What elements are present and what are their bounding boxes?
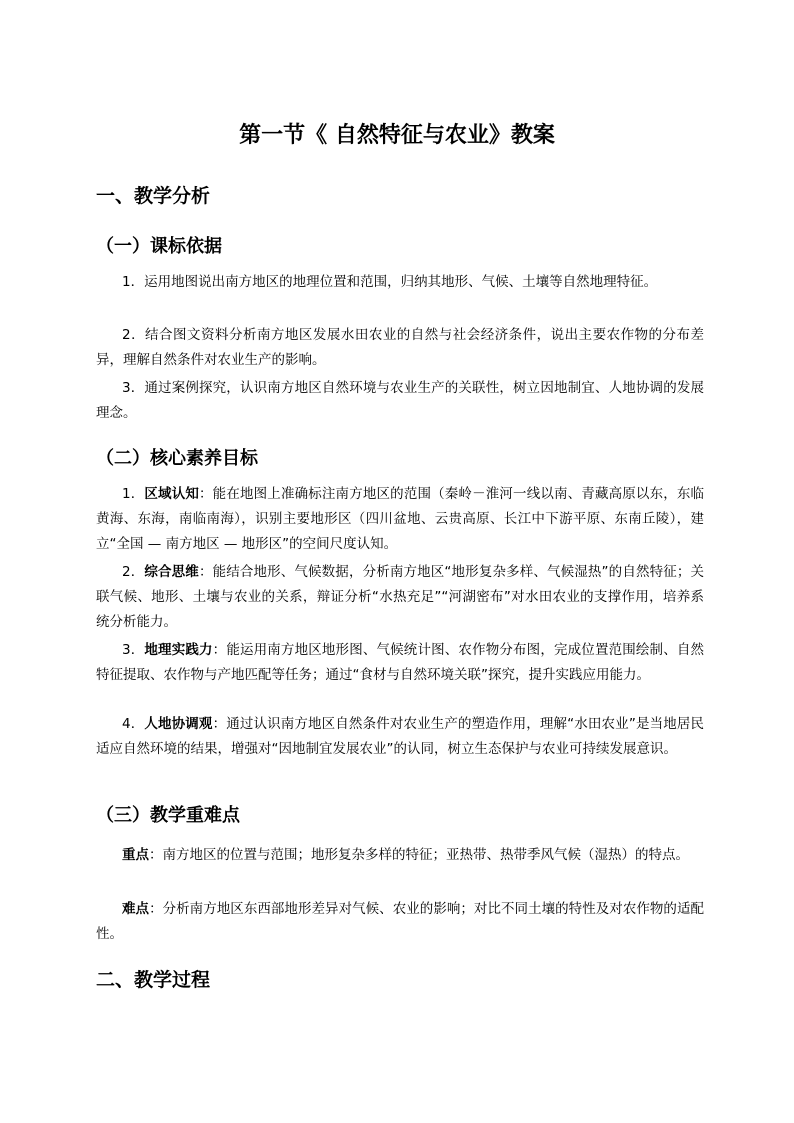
literacy-item-1 [96, 482, 704, 557]
literacy-item-text: ：能在地图上准确标注南方地区的范围（秦岭－淮河一线以南、青藏高原以东，东临黄海、东海，南临南海），识别主要地形区（四川盆地、云贵高原、长江中下游平原、东南丘陵），建立“全国 — 南方地区 — 地形区”的空间尺度认知。 [96, 486, 705, 552]
curriculum-item-2: 2．结合图文资料分析南方地区发展水田农业的自然与社会经济条件，说出主要农作物的分布差异，理解自然条件对农业生产的影响。 [96, 327, 704, 368]
literacy-item-number: 1． [122, 486, 145, 502]
curriculum-item-3: 3．通过案例探究，认识南方地区自然环境与农业生产的关联性，树立因地制宜、人地协调的发展理念。 [96, 380, 704, 421]
literacy-item-label: 人地协调观 [144, 716, 213, 732]
literacy-item-text: ：通过认识南方地区自然条件对农业生产的塑造作用，理解“水田农业”是当地居民适应自然环境的结果，增强对“因地制宜发展农业”的认同，树立生态保护与农业可持续发展意识。 [96, 716, 704, 757]
literacy-item-label: 地理实践力 [144, 642, 213, 658]
literacy-item-4 [96, 712, 704, 762]
literacy-item-number: 2． [122, 564, 145, 580]
section-heading-process: 二、教学过程 [96, 969, 211, 991]
literacy-item-label: 区域认知 [144, 486, 200, 502]
difficult-point [96, 897, 704, 947]
subheading-key-difficulties: （三）教学重难点 [96, 805, 240, 826]
key-point-text: ：南方地区的位置与范围；地形复杂多样的特征；亚热带、热带季风气候（湿热）的特点。 [149, 847, 689, 863]
key-point [96, 843, 704, 868]
literacy-item-text: ：能结合地形、气候数据，分析南方地区“地形复杂多样、气候湿热”的自然特征；关联气候、地形、土壤与农业的关系，辩证分析“水热充足”“河湖密布”对水田农业的支撑作用，培养系统分析能力。 [96, 564, 705, 630]
literacy-item-2 [96, 560, 704, 635]
key-point-label: 重点 [122, 847, 149, 863]
page-title: 第一节《 自然特征与农业》教案 [239, 123, 555, 148]
subheading-curriculum-basis: （一）课标依据 [96, 236, 222, 257]
subheading-core-literacy: （二）核心素养目标 [96, 448, 258, 469]
literacy-item-3 [96, 638, 704, 688]
difficult-point-text: ：分析南方地区东西部地形差异对气候、农业的影响；对比不同土壤的特性及对农作物的适配性。 [96, 901, 705, 942]
difficult-point-label: 难点 [122, 901, 150, 917]
literacy-item-label: 综合思维 [144, 564, 199, 580]
curriculum-item-1: 1．运用地图说出南方地区的地理位置和范围，归纳其地形、气候、土壤等自然地理特征。 [122, 274, 658, 290]
literacy-item-number: 4． [122, 716, 145, 732]
literacy-item-text: ：能运用南方地区地形图、气候统计图、农作物分布图，完成位置范围绘制、自然特征提取、农作物与产地匹配等任务；通过“食材与自然环境关联”探究，提升实践应用能力。 [96, 642, 705, 683]
literacy-item-number: 3． [122, 642, 145, 658]
section-heading-analysis: 一、教学分析 [96, 185, 211, 207]
